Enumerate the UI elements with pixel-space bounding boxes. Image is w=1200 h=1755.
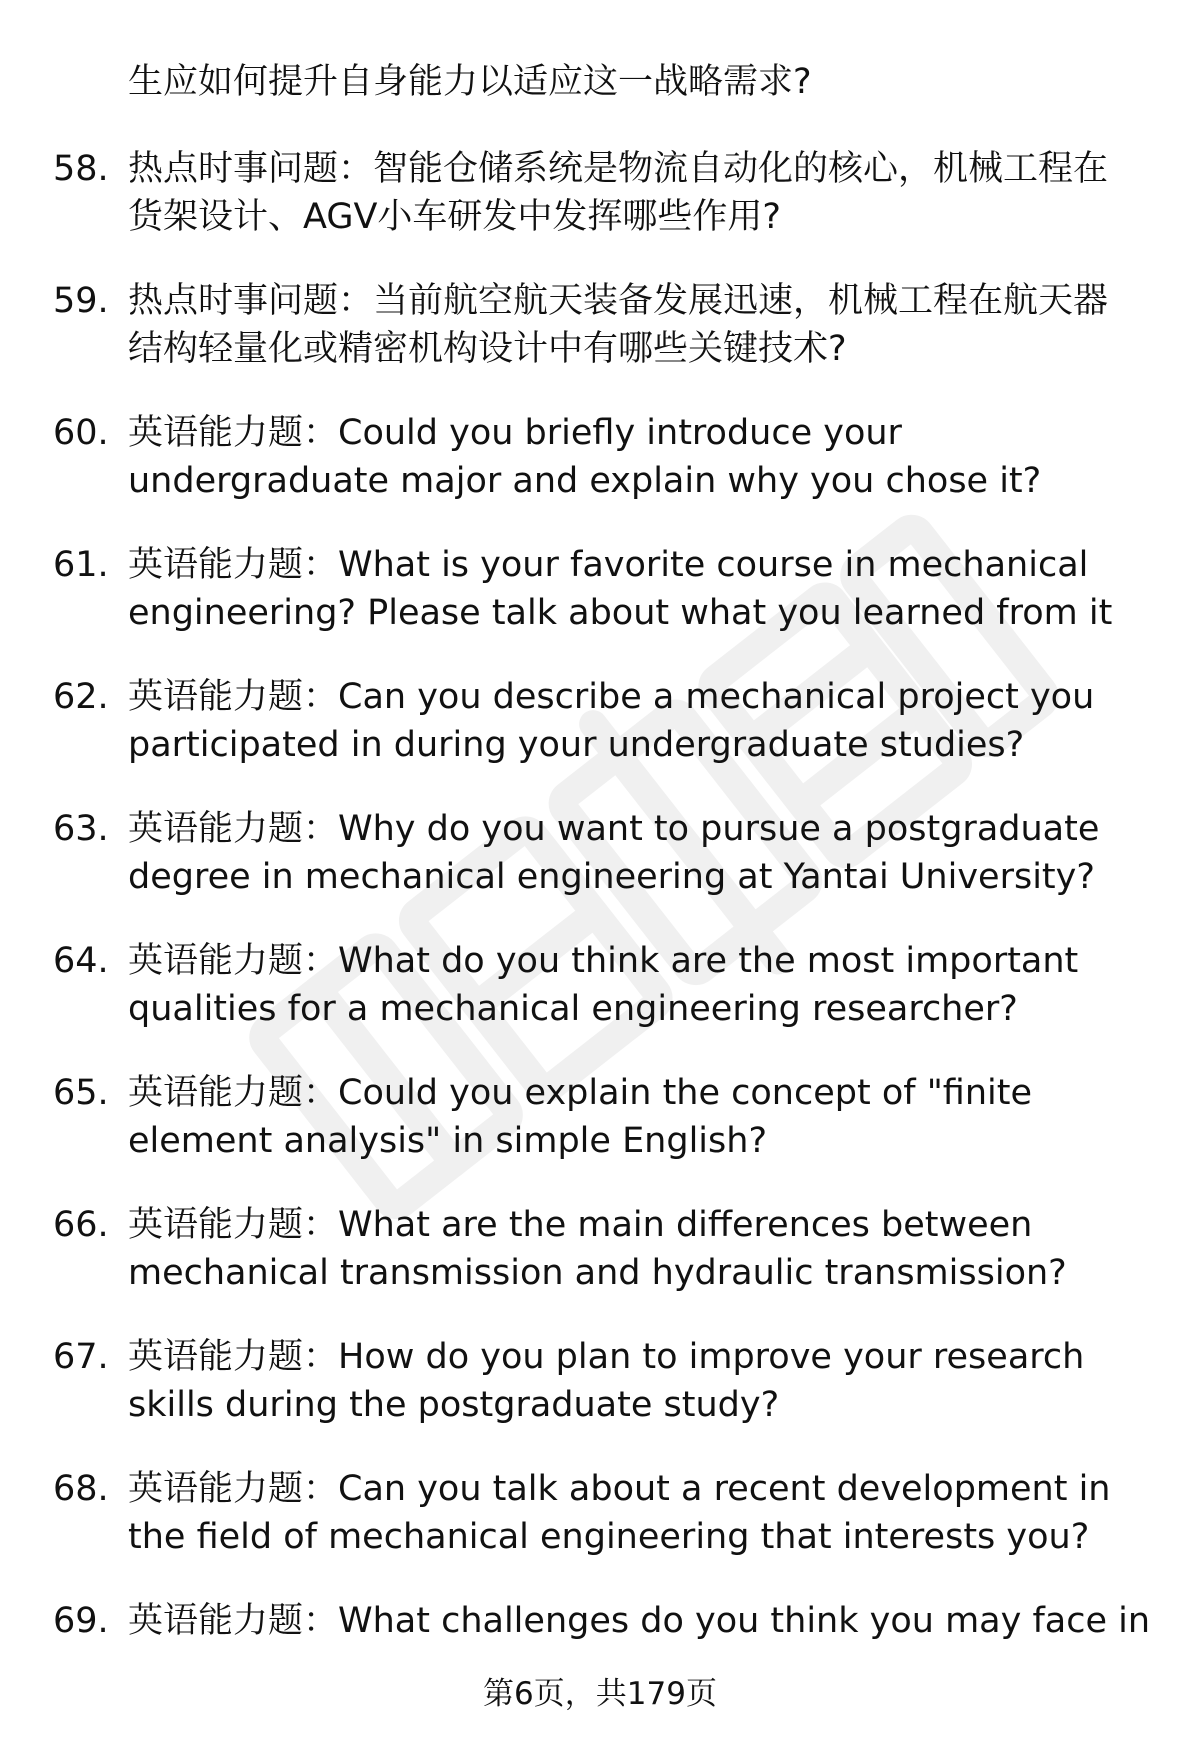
- question-text: [128, 1201, 1148, 1297]
- question-text-line: 结构轻量化或精密机构设计中有哪些关键技术?: [128, 329, 847, 369]
- question-text: [128, 1333, 1148, 1429]
- question-text-line: participated in during your undergraduate studies?: [128, 725, 1025, 765]
- question-text: [128, 1069, 1148, 1165]
- question-text: [128, 937, 1148, 1033]
- question-text-line: 英语能力题：What challenges do you think you may face in: [128, 1601, 1151, 1641]
- question-text: [128, 805, 1148, 901]
- question-text-line: the field of mechanical engineering that interests you?: [128, 1517, 1090, 1557]
- question-text-line: 英语能力题：Can you talk about a recent development in: [128, 1469, 1111, 1509]
- question-text-line: element analysis" in simple English?: [128, 1121, 768, 1161]
- question-text-line: undergraduate major and explain why you chose it?: [128, 461, 1042, 501]
- question-item: [0, 937, 1200, 1069]
- question-number: 67.: [53, 1337, 109, 1377]
- question-list: [0, 145, 1200, 1729]
- question-text-line: skills during the postgraduate study?: [128, 1385, 780, 1425]
- question-text: [128, 145, 1148, 241]
- continued-question-text: 生应如何提升自身能力以适应这一战略需求?: [128, 62, 812, 102]
- question-text-line: 英语能力题：What do you think are the most important: [128, 941, 1079, 981]
- question-text-line: 热点时事问题：当前航空航天装备发展迅速，机械工程在航天器: [128, 281, 1109, 321]
- question-number: 61.: [53, 545, 109, 585]
- question-text-line: 英语能力题：Why do you want to pursue a postgraduate: [128, 809, 1100, 849]
- question-text-line: mechanical transmission and hydraulic transmission?: [128, 1253, 1067, 1293]
- question-text-line: 货架设计、AGV小车研发中发挥哪些作用?: [128, 197, 781, 237]
- question-text: [128, 277, 1148, 373]
- question-text: [128, 541, 1148, 637]
- question-number: 60.: [53, 413, 109, 453]
- question-number: 69.: [53, 1601, 109, 1641]
- question-item: [0, 1333, 1200, 1465]
- question-text-line: 英语能力题：What is your favorite course in mechanical: [128, 545, 1089, 585]
- question-item: [0, 1069, 1200, 1201]
- question-number: 65.: [53, 1073, 109, 1113]
- question-number: 62.: [53, 677, 109, 717]
- question-item: [0, 277, 1200, 409]
- question-item: [0, 145, 1200, 277]
- question-text-line: 英语能力题：What are the main differences between: [128, 1205, 1033, 1245]
- question-text-line: 英语能力题：Can you describe a mechanical project you: [128, 677, 1095, 717]
- question-number: 66.: [53, 1205, 109, 1245]
- question-text-line: qualities for a mechanical engineering researcher?: [128, 989, 1018, 1029]
- question-text-line: degree in mechanical engineering at Yantai University?: [128, 857, 1095, 897]
- question-number: 63.: [53, 809, 109, 849]
- question-text: [128, 1597, 1151, 1645]
- question-text-line: 英语能力题：How do you plan to improve your research: [128, 1337, 1085, 1377]
- question-number: 58.: [53, 149, 109, 189]
- question-item: [0, 409, 1200, 541]
- question-number: 64.: [53, 941, 109, 981]
- question-item: [0, 541, 1200, 673]
- question-text-line: 英语能力题：Could you briefly introduce your: [128, 413, 902, 453]
- question-number: 59.: [53, 281, 109, 321]
- question-item: [0, 1201, 1200, 1333]
- question-item: [0, 673, 1200, 805]
- question-number: 68.: [53, 1469, 109, 1509]
- question-text-line: 英语能力题：Could you explain the concept of "finite: [128, 1073, 1033, 1113]
- question-text: [128, 673, 1148, 769]
- question-item: [0, 805, 1200, 937]
- question-text: [128, 409, 1148, 505]
- question-item: [0, 1465, 1200, 1597]
- question-text-line: engineering? Please talk about what you learned from it: [128, 593, 1113, 633]
- page-number: 第6页，共179页: [483, 1676, 717, 1712]
- question-text: [128, 1465, 1148, 1561]
- question-text-line: 热点时事问题：智能仓储系统是物流自动化的核心，机械工程在: [128, 149, 1109, 189]
